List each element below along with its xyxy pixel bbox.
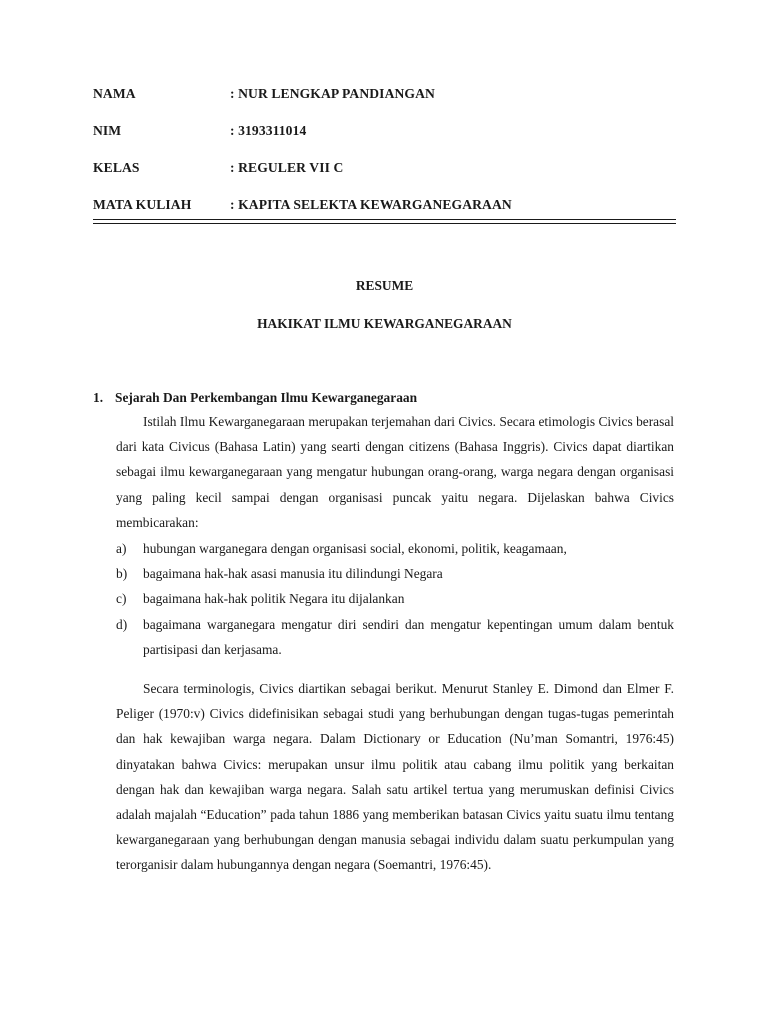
- info-value: : NUR LENGKAP PANDIANGAN: [230, 86, 435, 101]
- info-label: MATA KULIAH: [93, 197, 192, 212]
- paragraph: [116, 409, 674, 535]
- list-marker: a): [116, 541, 127, 556]
- section-heading: [93, 390, 676, 406]
- info-label: KELAS: [93, 160, 140, 175]
- info-value: : KAPITA SELEKTA KEWARGANEGARAAN: [230, 197, 512, 212]
- info-label: NAMA: [93, 86, 136, 101]
- document-title: RESUME: [355, 278, 414, 293]
- list-item: [116, 612, 674, 662]
- list-item-text: bagaimana hak-hak politik Negara itu dijalankan: [143, 591, 405, 607]
- paragraph-text: Istilah Ilmu Kewarganegaraan merupakan terjemahan dari Civics. Secara etimologis Civics berasal dari kata Civicus (Bahasa Latin) yang searti dengan citizens (Bahasa Inggris). Civics dapat diartikan sebagai ilmu kewarganegaraan yang mengatur hubungan orang-orang, warga negara dengan organisasi yang paling kecil sampai dengan organisasi puncak yaitu negara. Dijelaskan bahwa Civics membicarakan:: [116, 414, 674, 530]
- paragraph-text: Secara terminologis, Civics diartikan sebagai berikut. Menurut Stanley E. Dimond dan Elmer F. Peliger (1970:v) Civics didefinisikan sebagai studi yang berhubungan dengan tugas-tugas pemerintah dan hak kewajiban warga negara. Dalam Dictionary or Education (Nu’man Somantri, 1976:45) dinyatakan bahwa Civics: merupakan unsur ilmu politik atau cabang ilmu politik yang berkaitan dengan hak dan kewajiban warga negara. Salah satu artikel tertua yang merumuskan definisi Civics adalah majalah “Education” pada tahun 1886 yang memberikan batasan Civics yaitu suatu ilmu tentang kewarganegaraan yang berhubungan dengan manusia sebagai individu dalam suatu perkumpulan yang terorganisir dalam hubungannya dengan negara (Soemantri, 1976:45).: [116, 681, 674, 873]
- info-row-nama: [93, 86, 676, 123]
- student-info-header: [93, 86, 676, 234]
- paragraph: [116, 676, 674, 878]
- info-row-mata-kuliah: [93, 197, 676, 234]
- section-number: 1.: [93, 390, 104, 405]
- list-marker: c): [116, 591, 127, 607]
- list-item: [116, 561, 674, 586]
- list-item: [116, 536, 674, 561]
- list-item-text: bagaimana hak-hak asasi manusia itu dilindungi Negara: [143, 566, 443, 582]
- list-marker: d): [116, 616, 128, 632]
- header-divider-top: [93, 219, 676, 220]
- list-marker: b): [116, 566, 128, 582]
- list-item-text: bagaimana warganegara mengatur diri sendiri dan mengatur kepentingan umum dalam bentuk partisipasi dan kerjasama.: [143, 616, 674, 657]
- info-row-nim: [93, 123, 676, 160]
- document-subtitle: HAKIKAT ILMU KEWARGANEGARAAN: [257, 316, 512, 331]
- list-item: [116, 586, 674, 611]
- info-value: : 3193311014: [230, 123, 307, 138]
- list-item-text: hubungan warganegara dengan organisasi social, ekonomi, politik, keagamaan,: [143, 541, 567, 556]
- topic-list: [116, 536, 674, 662]
- info-value: : REGULER VII C: [230, 160, 344, 175]
- header-divider-bottom: [93, 223, 676, 224]
- info-label: NIM: [93, 123, 122, 138]
- section-title: Sejarah Dan Perkembangan Ilmu Kewarganegaraan: [115, 390, 418, 405]
- info-row-kelas: [93, 160, 676, 197]
